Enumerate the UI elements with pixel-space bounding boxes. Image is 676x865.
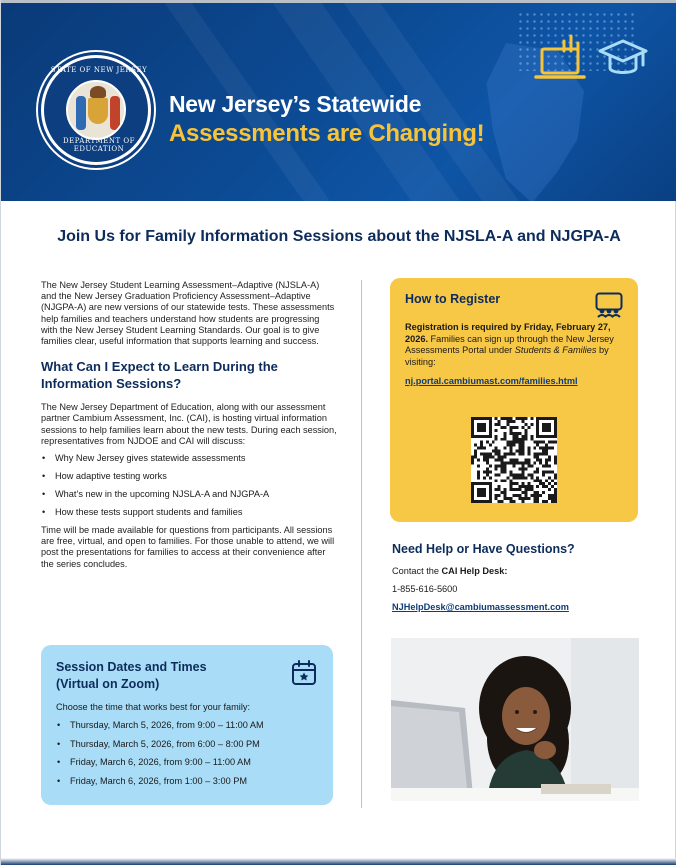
help-phone[interactable]: 1-855-616-5600 [392,584,458,594]
list-item: • What’s new in the upcoming NJSLA-A and NJGPA-A [41,489,337,500]
intro-paragraph: The New Jersey Student Learning Assessment–Adaptive (NJSLA-A) and the New Jersey Graduation Proficiency Assessment–Adaptive (NJGPA-A) are new versions of our statewide tests. These assessments help families and teachers understand how students are progressing with the New Jersey Student Learning Standards. Our goal is to give families clear, useful information that supports learning and success. [41,280,335,347]
discussion-topics-list [41,453,337,518]
session-dates-box [41,645,333,805]
register-text-a: Families can sign up through the New Jersey Assessments Portal under [405,333,614,355]
group-icon [595,292,623,318]
header-title-line2: Assessments are Changing! [169,120,485,147]
graduation-cap-icon [596,33,650,83]
session-times-list [56,720,319,787]
help-contact [392,566,640,576]
help-email-link[interactable]: NJHelpDesk@cambiumassessment.com [392,602,569,612]
session-heading-line2: (Virtual on Zoom) [56,677,160,691]
student-with-laptop-illustration [391,638,639,801]
register-text [405,322,624,368]
page-title: Join Us for Family Information Sessions about the NJSLA-A and NJGPA-A [57,228,621,245]
learn-paragraph: The New Jersey Department of Education, along with our assessment partner Cambium Assessment, Inc. (CAI), is hosting virtual information sessions to help families learn about the new tests. During each session, representatives from NJDOE and CAI will discuss: [41,402,337,446]
header-title-line1: New Jersey’s Statewide [169,91,422,117]
student-photo [391,638,639,801]
register-text-b: by visiting: [405,345,609,367]
register-portal-section: Students & Families [514,345,597,355]
list-item: • Friday, March 6, 2026, from 1:00 – 3:00 PM [56,776,319,787]
list-item: • Why New Jersey gives statewide assessments [41,453,337,464]
help-contact-prefix: Contact the [392,566,442,576]
help-heading: Need Help or Have Questions? [392,542,575,556]
register-heading: How to Register [405,292,501,306]
registration-qr-code[interactable] [471,417,557,503]
left-column [41,280,337,570]
laptop-icon [534,33,590,83]
register-deadline: Registration is required by Friday, February 27, 2026. [405,322,611,344]
how-to-register-box [390,278,638,522]
help-desk-label: CAI Help Desk: [441,566,508,576]
list-item: • Thursday, March 5, 2026, from 9:00 – 11:00 AM [56,720,319,731]
seal-bottom-text: DEPARTMENT OF EDUCATION [62,137,136,153]
list-item: • How these tests support students and families [41,507,337,518]
bottom-border [1,858,676,865]
seal-top-text: STATE OF NEW JERSEY [50,66,148,74]
column-divider [361,280,362,808]
learn-heading: What Can I Expect to Learn During the Information Sessions? [41,359,278,392]
closing-paragraph: Time will be made available for questions from participants. All sessions are free, virtual, and open to families. For those unable to attend, we will post the presentations for families to access at their convenience after the series concludes. [41,525,335,569]
list-item: • How adaptive testing works [41,471,337,482]
header-banner [1,3,676,201]
session-subtitle: Choose the time that works best for your family: [56,702,251,712]
nj-department-of-education-seal [41,55,151,165]
session-heading-line1: Session Dates and Times [56,660,207,674]
calendar-icon [291,660,317,686]
help-section [392,542,640,612]
list-item: • Friday, March 6, 2026, from 9:00 – 11:00 AM [56,757,319,768]
list-item: • Thursday, March 5, 2026, from 6:00 – 8:00 PM [56,739,319,750]
seal-emblem [66,80,126,140]
registration-link[interactable]: nj.portal.cambiumast.com/families.html [405,376,578,386]
